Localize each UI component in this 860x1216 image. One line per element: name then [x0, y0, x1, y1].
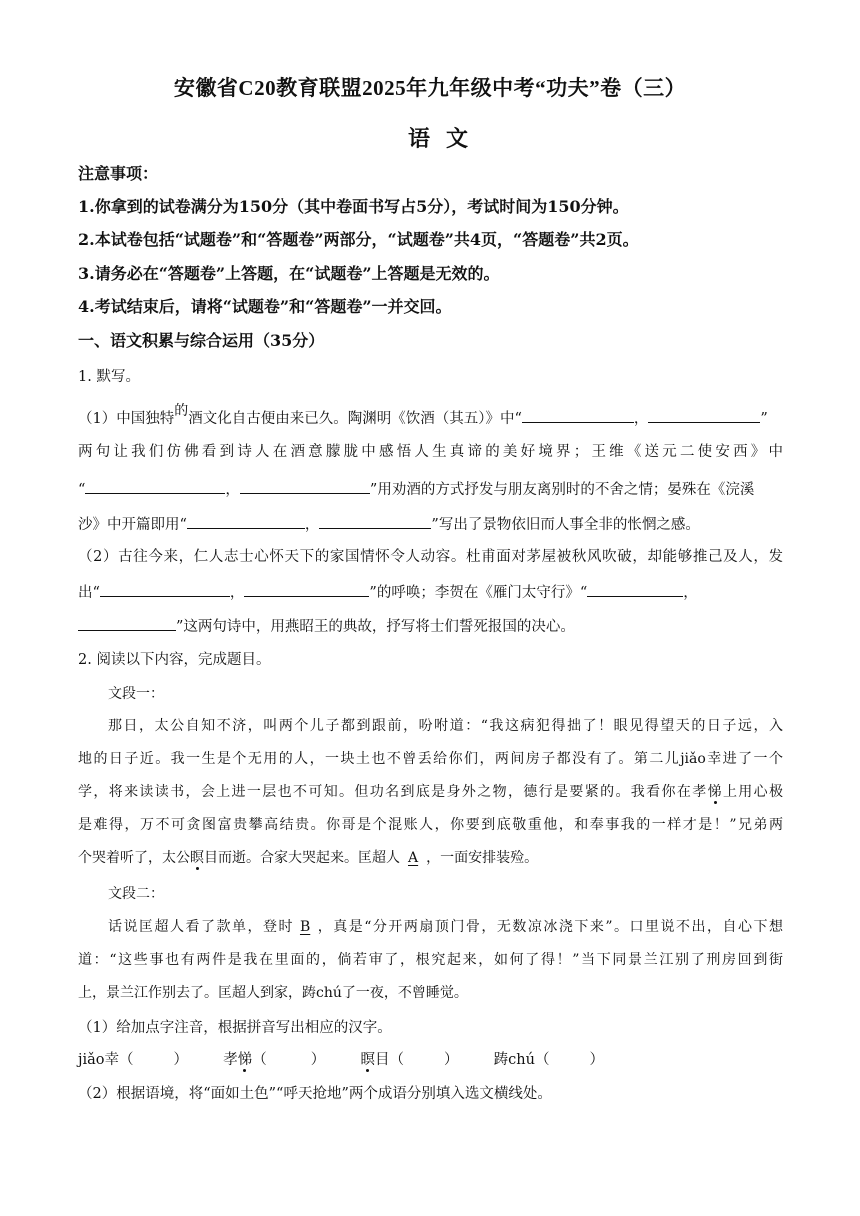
notice-heading: 注意事项： [78, 164, 159, 183]
answer-blank[interactable] [319, 513, 431, 529]
passage-2-title: 文段二： [108, 886, 164, 902]
passage-2-line2: 道：“这些事也有两件是我在里面的，倘若审了，根究起来，如何了得！”当下同景兰江别了刑房回到街 [78, 952, 783, 968]
passage-1-line5: 个哭着听了，太公瞑目而逝。合家大哭起来。匡超人 A ，一面安排装殓。 [78, 850, 539, 866]
answer-blank[interactable] [78, 615, 176, 631]
q1-part1-line3: “ ， ”用劝酒的方式抒发与朋友离别时的不舍之情；晏殊在《浣溪 [78, 478, 783, 500]
notice-item-3: 3.请务必在“答题卷”上答题，在“试题卷”上答题是无效的。 [78, 264, 500, 283]
subquestion-2: （2）根据语境，将“面如土色”“呼天抢地”两个成语分别填入选文横线处。 [78, 1086, 552, 1102]
subquestion-1: （1）给加点字注音，根据拼音写出相应的汉字。 [78, 1020, 392, 1036]
q1-part1-line1: （1）中国独特的酒文化自古便由来已久。陶渊明《饮酒（其五）》中“ ， ” [78, 403, 768, 427]
passage-1-line1: 那日，太公自知不济，叫两个儿子都到跟前，吩咐道：“我这病犯得拙了！眼见得望天的日子远，入 [108, 718, 783, 734]
question-1-label: 1. 默写。 [78, 369, 140, 385]
notice-item-1: 1.你拿到的试卷满分为150分（其中卷面书写占5分），考试时间为150分钟。 [78, 197, 629, 216]
subquestion-1-items: jiǎo幸（ ） 孝悌（ ） 瞑目（ ） 踌chú（ ） [78, 1052, 604, 1068]
subject-title: 语文 [407, 126, 484, 152]
answer-blank[interactable] [244, 581, 369, 597]
notice-item-2: 2.本试卷包括“试题卷”和“答题卷”两部分，“试题卷”共4页，“答题卷”共2页。 [78, 230, 639, 249]
q1-part2-line2: 出“ ， ”的呼唤；李贺在《雁门太守行》“ ， [78, 581, 783, 603]
answer-blank[interactable] [587, 581, 683, 597]
q1-part1-line4: 沙》中开篇即用“ ， ”写出了景物依旧而人事全非的怅惘之感。 [78, 513, 783, 535]
passage-1-line4: 是难得，万不可贪图富贵攀高结贵。你哥是个混账人，你要到底敬重他，和奉事我的一样才是！”兄弟两 [78, 817, 783, 833]
blank-a[interactable]: A [408, 850, 419, 866]
answer-blank[interactable] [522, 407, 634, 423]
q1-part2-line1: （2）古往今来，仁人志士心怀天下的家国情怀令人动容。杜甫面对茅屋被秋风吹破，却能够推己及人，发 [78, 549, 783, 565]
passage-1-line2: 地的日子近。我一生是个无用的人，一块土也不曾丢给你们，两间房子都没有了。第二儿jiǎo幸进了一个 [78, 751, 783, 767]
notice-item-4: 4.考试结束后，请将“试题卷”和“答题卷”一并交回。 [78, 297, 452, 316]
answer-blank[interactable] [240, 478, 370, 494]
answer-blank[interactable] [100, 581, 230, 597]
answer-blank[interactable] [85, 478, 225, 494]
passage-1-line3: 学，将来读读书，会上进一层也不可知。但功名到底是身外之物，德行是要紧的。我看你在孝悌上用心极 [78, 784, 784, 800]
passage-1-title: 文段一： [108, 686, 164, 702]
passage-2-line1: 话说匡超人看了款单，登时 B ，真是“分开两扇顶门骨，无数凉冰浇下来”。口里说不出，自心下想 [108, 919, 783, 935]
q1-part1-line2: 两句让我们仿佛看到诗人在酒意朦胧中感悟人生真谛的美好境界；王维《送元二使安西》中 [78, 444, 783, 460]
section-heading: 一、语文积累与综合运用（35分） [78, 331, 325, 350]
passage-2-line3: 上，景兰江作别去了。匡超人到家，踌chú了一夜，不曾睡觉。 [78, 985, 468, 1001]
exam-title: 安徽省C20教育联盟2025年九年级中考“功夫”卷（三） [173, 76, 687, 100]
answer-blank[interactable] [187, 513, 305, 529]
blank-b[interactable]: B [299, 919, 311, 935]
q1-part2-line3: ”这两句诗中，用燕昭王的典故，抒写将士们誓死报国的决心。 [78, 615, 783, 637]
question-2-label: 2. 阅读以下内容，完成题目。 [78, 652, 271, 668]
answer-blank[interactable] [648, 407, 760, 423]
